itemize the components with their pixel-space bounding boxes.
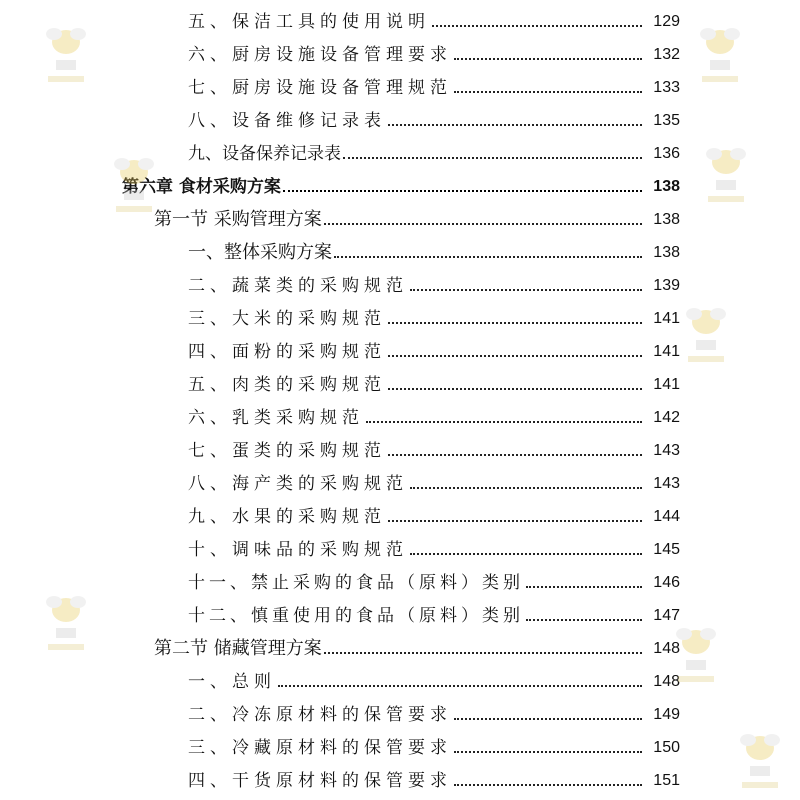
toc-entry[interactable]: [188, 596, 680, 626]
toc-leader-dots: [334, 255, 642, 258]
toc-entry-title: 一、总则: [188, 672, 276, 692]
toc-entry-title: 六、厨房设施设备管理要求: [188, 45, 452, 65]
toc-entry-page: 138: [653, 244, 680, 261]
toc-chapter-title: 第六章 食材采购方案: [122, 177, 281, 197]
toc-leader-dots: [343, 156, 642, 159]
toc-entry-page: 141: [653, 376, 680, 393]
toc-entry[interactable]: [188, 101, 680, 131]
toc-leader-dots: [410, 288, 642, 291]
toc-entry[interactable]: [188, 662, 680, 692]
toc-leader-dots: [410, 552, 642, 555]
toc-entry-title: 五、肉类的采购规范: [188, 375, 386, 395]
toc-entry[interactable]: [188, 728, 680, 758]
toc-leader-dots: [324, 651, 642, 654]
toc-section-title: 第一节 采购管理方案: [154, 209, 322, 230]
toc-entry-title: 八、设备维修记录表: [188, 111, 386, 131]
toc-entry[interactable]: [188, 68, 680, 98]
toc-leader-dots: [454, 783, 642, 786]
toc-entry-page: 146: [653, 574, 680, 591]
toc-entry[interactable]: [188, 497, 680, 527]
toc-entry-page: 132: [653, 46, 680, 63]
toc-entry-page: 138: [653, 211, 680, 228]
toc-entry-page: 143: [653, 475, 680, 492]
toc-entry[interactable]: [188, 233, 680, 263]
toc-leader-dots: [388, 321, 642, 324]
toc-entry-title: 八、海产类的采购规范: [188, 474, 408, 494]
toc-entry-page: 133: [653, 79, 680, 96]
toc-entry-page: 144: [653, 508, 680, 525]
toc-leader-dots: [454, 717, 642, 720]
toc-entry-title: 二、冷冻原材料的保管要求: [188, 705, 452, 725]
toc-entry-title: 六、乳类采购规范: [188, 408, 364, 428]
toc-entry[interactable]: [188, 266, 680, 296]
toc-entry[interactable]: [188, 431, 680, 461]
toc-entry-page: 147: [653, 607, 680, 624]
toc-leader-dots: [454, 57, 642, 60]
toc-entry-page: 129: [653, 13, 680, 30]
toc-entry-title: 九、设备保养记录表: [188, 144, 341, 164]
toc-entry[interactable]: [188, 464, 680, 494]
toc-entry[interactable]: [188, 563, 680, 593]
toc-entry[interactable]: [188, 695, 680, 725]
toc-leader-dots: [388, 354, 642, 357]
toc-entry-page: 151: [653, 772, 680, 789]
toc-entry[interactable]: [188, 365, 680, 395]
toc-entry-page: 145: [653, 541, 680, 558]
toc-entry-page: 142: [653, 409, 680, 426]
toc-entry[interactable]: [188, 2, 680, 32]
toc-entry-title: 七、蛋类的采购规范: [188, 441, 386, 461]
toc-entry-title: 十一、禁止采购的食品（原料）类别: [188, 573, 524, 593]
toc-section-entry[interactable]: [154, 200, 680, 230]
toc-leader-dots: [526, 618, 642, 621]
toc-entry-page: 136: [653, 145, 680, 162]
toc-entry-page: 141: [653, 310, 680, 327]
toc-entry-page: 148: [653, 640, 680, 657]
toc-entry[interactable]: [188, 332, 680, 362]
toc-section-entry[interactable]: [154, 629, 680, 659]
toc-entry[interactable]: [188, 398, 680, 428]
toc-entry-page: 148: [653, 673, 680, 690]
toc-entry[interactable]: [188, 530, 680, 560]
toc-leader-dots: [410, 486, 642, 489]
toc-entry-title: 九、水果的采购规范: [188, 507, 386, 527]
toc-leader-dots: [324, 222, 642, 225]
toc-entry-page: 141: [653, 343, 680, 360]
toc-leader-dots: [366, 420, 642, 423]
toc-entry-page: 150: [653, 739, 680, 756]
toc-entry-page: 138: [653, 178, 680, 195]
toc-leader-dots: [278, 684, 642, 687]
toc-entry[interactable]: [188, 761, 680, 791]
toc-leader-dots: [388, 453, 642, 456]
toc-entry[interactable]: [188, 299, 680, 329]
toc-entry-title: 五、保洁工具的使用说明: [188, 12, 430, 32]
toc-entry-page: 143: [653, 442, 680, 459]
toc-leader-dots: [283, 189, 642, 192]
toc-leader-dots: [388, 519, 642, 522]
toc-entry-title: 十、调味品的采购规范: [188, 540, 408, 560]
toc-entry-title: 十二、慎重使用的食品（原料）类别: [188, 606, 524, 626]
toc-entry-page: 139: [653, 277, 680, 294]
toc-entry-title: 七、厨房设施设备管理规范: [188, 78, 452, 98]
toc-entry-page: 149: [653, 706, 680, 723]
toc-entry-title: 三、冷藏原材料的保管要求: [188, 738, 452, 758]
toc-entry-title: 四、干货原材料的保管要求: [188, 771, 452, 791]
toc-entry[interactable]: [188, 35, 680, 65]
toc-entry[interactable]: [188, 134, 680, 164]
toc-leader-dots: [454, 750, 642, 753]
toc-leader-dots: [432, 24, 642, 27]
toc-leader-dots: [454, 90, 642, 93]
toc-leader-dots: [526, 585, 642, 588]
toc-leader-dots: [388, 123, 642, 126]
toc-entry-title: 三、大米的采购规范: [188, 309, 386, 329]
toc-entry-title: 四、面粉的采购规范: [188, 342, 386, 362]
toc-leader-dots: [388, 387, 642, 390]
toc-entry-title: 二、蔬菜类的采购规范: [188, 276, 408, 296]
toc-entry-page: 135: [653, 112, 680, 129]
toc-entry-title: 一、整体采购方案: [188, 242, 332, 263]
toc-chapter-entry[interactable]: [122, 167, 680, 197]
toc-section-title: 第二节 储藏管理方案: [154, 638, 322, 659]
